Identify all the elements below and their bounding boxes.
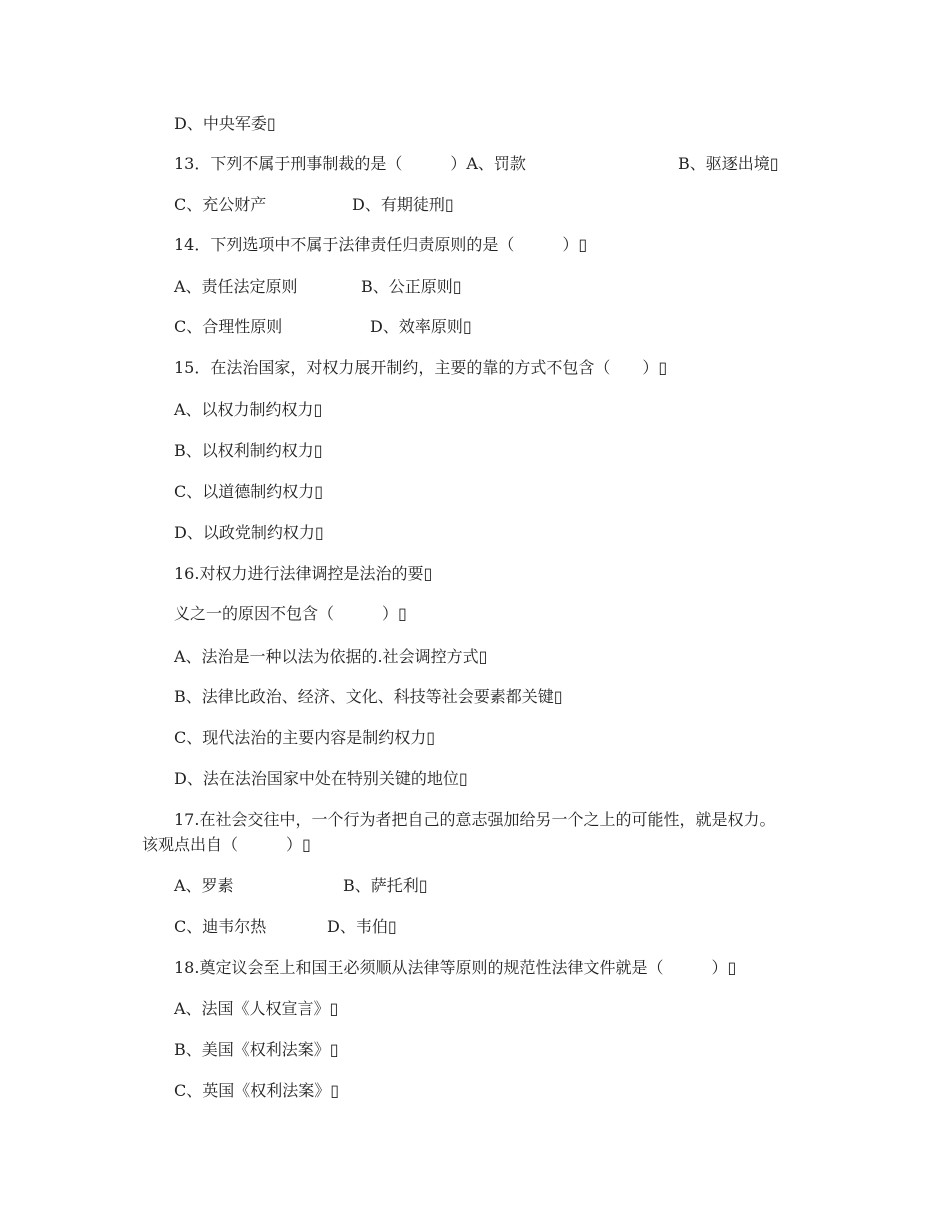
option-line: B、萨托利▯: [343, 876, 428, 895]
option-line: D、有期徒刑▯: [352, 195, 454, 214]
option-line: A、法国《人权宣言》▯: [174, 999, 339, 1018]
option-line: D、效率原则▯: [370, 317, 472, 336]
option-line: D、法在法治国家中处在特别关键的地位▯: [174, 769, 468, 788]
option-line: D、以政党制约权力▯: [174, 523, 324, 542]
option-line: A、责任法定原则: [174, 277, 298, 296]
option-line: C、迪韦尔热: [174, 917, 267, 936]
option-line: A、法治是一种以法为依据的.社会调控方式▯: [174, 647, 488, 666]
option-line: A、罗素: [174, 876, 234, 895]
question-17-continued: 该观点出自（ ）▯: [142, 835, 311, 854]
question-16-continued: 义之一的原因不包含（ ）▯: [174, 604, 407, 623]
question-17: 17.在社会交往中，一个行为者把自己的意志强加给另一个之上的可能性，就是权力。: [174, 810, 776, 829]
option-line: B、以权利制约权力▯: [174, 441, 323, 460]
question-15: 15．在法治国家，对权力展开制约，主要的靠的方式不包含（ ）▯: [174, 358, 668, 377]
option-line: C、充公财产: [174, 195, 267, 214]
option-line: C、合理性原则: [174, 317, 283, 336]
option-line: B、公正原则▯: [361, 277, 462, 296]
option-line: C、英国《权利法案》▯: [174, 1081, 340, 1100]
question-18: 18.奠定议会至上和国王必须顺从法律等原则的规范性法律文件就是（ ）▯: [174, 958, 737, 977]
option-line: B、驱逐出境▯: [678, 154, 779, 173]
question-16: 16.对权力进行法律调控是法治的要▯: [174, 564, 433, 583]
option-line: D、韦伯▯: [327, 917, 397, 936]
option-line: D、中央军委▯: [174, 114, 276, 133]
option-line: C、以道德制约权力▯: [174, 482, 324, 501]
question-14: 14．下列选项中不属于法律责任归责原则的是（ ）▯: [174, 235, 588, 254]
option-line: B、法律比政治、经济、文化、科技等社会要素都关键▯: [174, 687, 563, 706]
option-line: A、以权力制约权力▯: [174, 400, 323, 419]
question-13: 13．下列不属于刑事制裁的是（ ）A、罚款: [174, 154, 526, 173]
option-line: B、美国《权利法案》▯: [174, 1040, 339, 1059]
option-line: C、现代法治的主要内容是制约权力▯: [174, 728, 436, 747]
